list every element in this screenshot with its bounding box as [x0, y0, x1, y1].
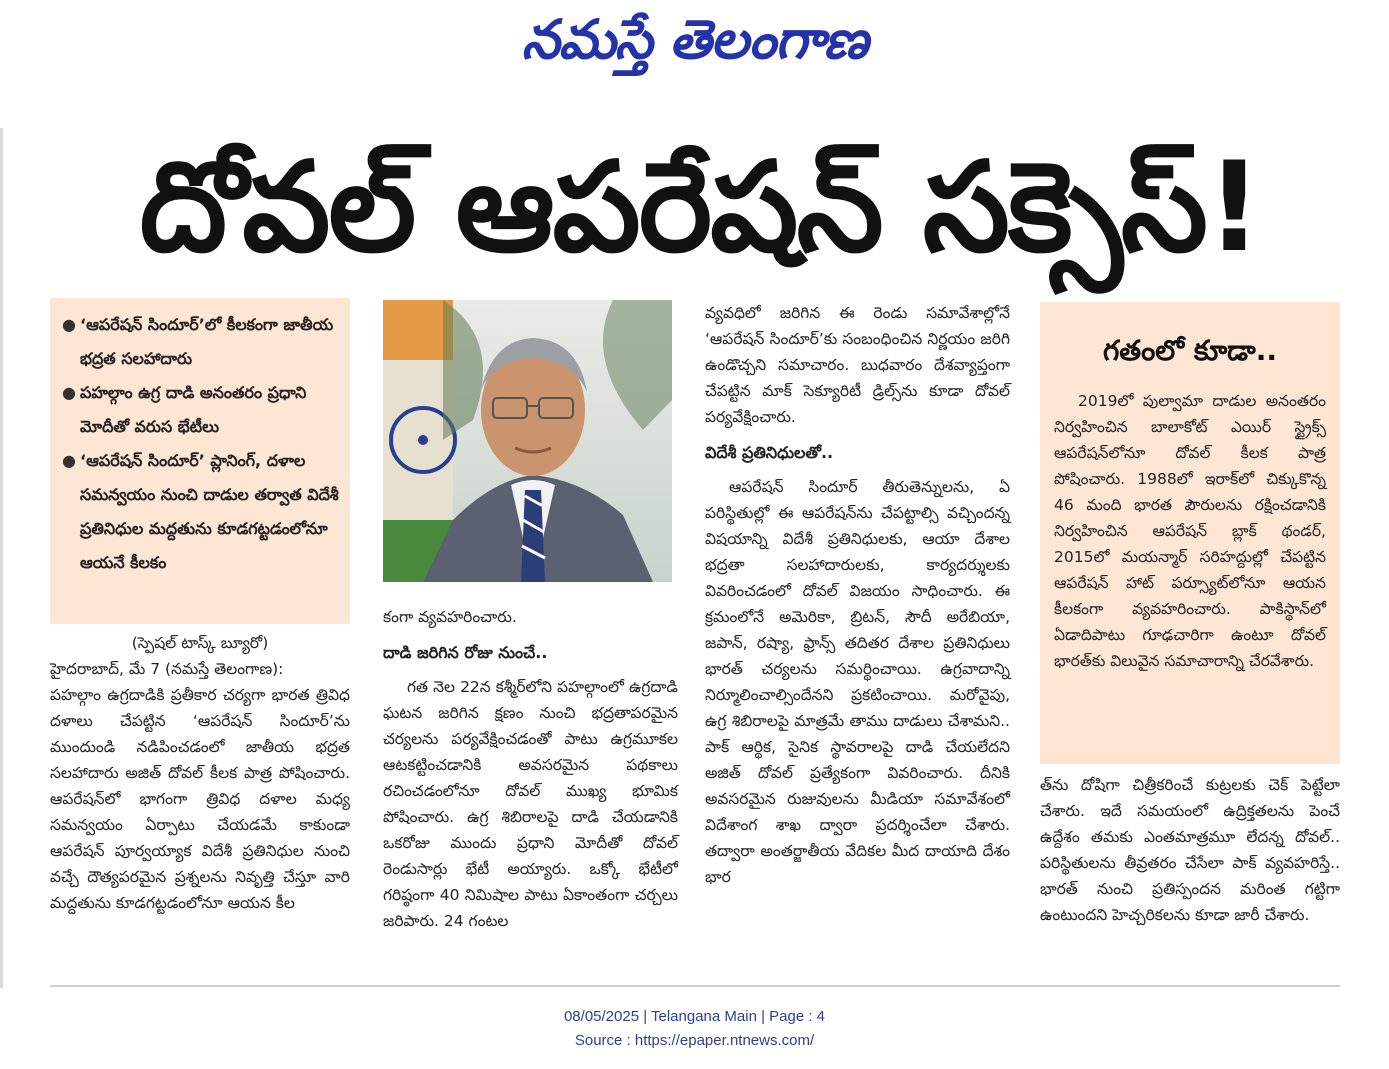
highlight-item: ● ‘ఆపరేషన్ సిందూర్’ ప్లానింగ్, దళాల సమన్వయం నుంచి దాడుల తర్వాత విదేశీ ప్రతినిధుల మద్దతును కూడగట్టడంలోనూ ఆయనే కీలకం [62, 444, 340, 580]
portrait-photo [383, 300, 672, 582]
article-column-2 [383, 604, 678, 934]
masthead-logo: నమస్తే తెలంగాణ [521, 8, 868, 71]
highlight-item: ● పహల్గాం ఉగ్ర దాడి అనంతరం ప్రధాని మోదీతో వరుస భేటీలు [62, 376, 340, 444]
article-paragraph: గత నెల 22న కశ్మీర్‌లోని పహల్గాంలో ఉగ్రదాడి ఘటన జరిగిన క్షణం నుంచి భద్రతాపరమైన చర్యలను పర్యవేక్షించడంతో పాటు ఉగ్రమూకల ఆటకట్టించడానికి అవసరమైన పథకాలు రచించడంలోనూ దోవల్ ముఖ్య భూమిక పోషించారు. ఉగ్ర శిబిరాలపై దాడి చేయడానికి ఒకరోజు ముందు ప్రధాని మోదీతో దోవల్ రెండుసార్లు భేటీ అయ్యారు. ఒక్కో భేటీలో గరిష్ఠంగా 40 నిమిషాల పాటు ఏకాంతంగా చర్చలు జరిపారు. 24 గంటల [383, 678, 678, 930]
sidebar-text: 2019లో పుల్వామా దాడుల అనంతరం నిర్వహించిన బాలాకోట్ ఎయిర్ స్ట్రైక్స్ ఆపరేషన్‌లోనూ దోవల్ కీలక పాత్ర పోషించారు. 1988లో ఇరాక్‌లో చిక్కుకొన్న 46 మంది భారత పౌరులను రక్షించడానికి నిర్వహించిన ఆపరేషన్ బ్లాక్ థండర్, 2015లో మయన్మార్ సరిహద్దుల్లో చేపట్టిన ఆపరేషన్ హాట్ పర్స్యూట్‌లోనూ ఆయన కీలకంగా వ్యవహరించారు. పాకిస్థాన్‌లో ఏడాదిపాటు గూఢచారిగా ఉంటూ దోవల్ భారత్‌కు విలువైన సమాచారాన్ని చేరవేశారు. [1054, 392, 1326, 670]
dateline: హైదరాబాద్, మే 7 (నమస్తే తెలంగాణ): [50, 660, 284, 678]
footer-source: Source : https://epaper.ntnews.com/ [574, 1032, 815, 1049]
portrait-illustration [383, 300, 672, 582]
article-paragraph: వ్యవధిలో జరిగిన ఈ రెండు సమావేశాల్లోనే ‘ఆపరేషన్ సిందూర్’కు సంబంధించిన నిర్ణయం జరిగి ఉండొచ్చని సమాచారం. బుధవారం దేశవ్యాప్తంగా చేపట్టిన మాక్ సెక్యూరిటీ డ్రిల్స్‌ను కూడా దోవల్ పర్యవేక్షించారు. [705, 304, 1010, 426]
subheading: దాడి జరిగిన రోజు నుంచే.. [383, 643, 548, 662]
sidebar-title: గతంలో కూడా.. [1102, 334, 1278, 367]
article-paragraph: ఆపరేషన్ సిందూర్ తీరుతెన్నులను, ఏ పరిస్థితుల్లో ఈ ఆపరేషన్‌ను చేపట్టాల్సి వచ్చిందన్న విషయాన్ని విదేశీ ప్రతినిధులకు, ఆయా దేశాల భద్రతా సలహాదారులకు, కార్యదర్శులకు వివరించడంలో దోవల్ విజయం సాధించారు. ఈ క్రమంలోనే అమెరికా, బ్రిటన్, సౌదీ అరేబియా, జపాన్, రష్యా, ఫ్రాన్స్ తదితర దేశాల ప్రతినిధులు భారత్ చర్యలను సమర్థించాయి. ఉగ్రవాదాన్ని నిర్మూలించాల్సిందేనని ప్రకటించాయి. మరోవైపు, ఉగ్ర శిబిరాలపై మాత్రమే తాము దాడులు చేశామని.. పాక్ ఆర్థిక, సైనిక స్థావరాలపై దాడి చేయలేదని అజిత్ దోవల్ ప్రత్యేకంగా వివరించారు. దీనికి అవసరమైన రుజువులను మీడియా సమావేశంలో విదేశాంగ శాఖ ద్వారా ప్రదర్శించేలా చేశారు. తద్వారా అంతర్జాతీయ వేదికల మీద దాయాది దేశం భార [705, 478, 1010, 886]
sidebar-box [1040, 302, 1340, 764]
article-column-3 [705, 300, 1010, 890]
bullet-icon: ● [62, 383, 76, 402]
highlights-box [50, 298, 350, 624]
article-column-4 [1040, 772, 1340, 928]
article-column-1 [50, 630, 350, 916]
article-paragraph: త్‌ను దోషిగా చిత్రీకరించే కుట్రలకు చెక్ పెట్టేలా చేశారు. ఇదే సమయంలో ఉద్రిక్తతలను పెంచే ఉద్దేశం తమకు ఎంతమాత్రమూ లేదన్న దోవల్.. పరిస్థితులను తీవ్రతరం చేసేలా పాక్ వ్యవహరిస్తే.. భారత్ నుంచి ప్రతిస్పందన మరింత గట్టిగా ఉంటుందని హెచ్చరికలను కూడా జారీ చేశారు. [1040, 776, 1340, 924]
bullet-icon: ● [62, 315, 76, 334]
left-margin-rule [0, 128, 3, 988]
bottom-rule [50, 985, 1340, 987]
article-paragraph: పహల్గాం ఉగ్రదాడికి ప్రతీకార చర్యగా భారత త్రివిధ దళాలు చేపట్టిన ‘ఆపరేషన్ సిందూర్’ను ముందుండి నడిపించడంలో జాతీయ భద్రత సలహాదారు అజిత్ దోవల్ కీలక పాత్ర పోషించారు. ఆపరేషన్‌లో భాగంగా త్రివిధ దళాల మధ్య సమన్వయం ఏర్పాటు చేయడమే కాకుండా ఆపరేషన్ పూర్వయ్యాక విదేశీ ప్రతినిధుల నుంచి వచ్చే దౌత్యపరమైన ప్రశ్నలను నివృత్తి చేస్తూ వారి మద్దతును కూడగట్టడంలోనూ ఆయన కీల [50, 686, 350, 912]
highlight-item: ● ‘ఆపరేషన్ సిందూర్’లో కీలకంగా జాతీయ భద్రత సలహాదారు [62, 308, 340, 376]
footer-info: 08/05/2025 | Telangana Main | Page : 4 [563, 1008, 826, 1025]
byline: (స్పెషల్ టాస్క్ బ్యూరో) [131, 634, 269, 652]
article-paragraph: కంగా వ్యవహరించారు. [383, 608, 517, 626]
subheading: విదేశీ ప్రతినిధులతో.. [705, 443, 834, 462]
bullet-icon: ● [62, 451, 76, 470]
headline: దోవల్ ఆపరేషన్ సక్సెస్! [139, 136, 1261, 280]
